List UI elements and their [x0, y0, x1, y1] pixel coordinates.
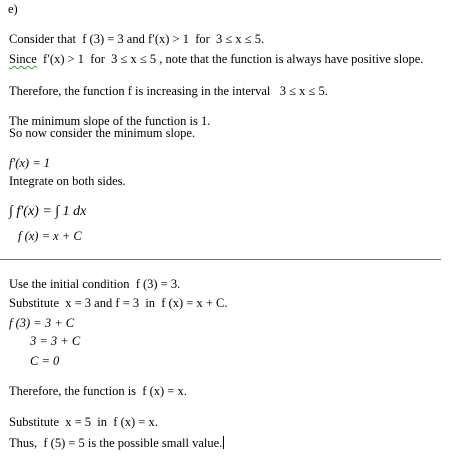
substitute-initial-line: Substitute x = 3 and f = 3 in f (x) = x + C.	[9, 296, 228, 310]
positive-slope-text: f′(x) > 1 for 3 ≤ x ≤ 5 , note that the function is always have positive slope.	[36, 52, 424, 66]
given-conditions-line: Consider that f (3) = 3 and f′(x) > 1 for 3 ≤ x ≤ 5.	[9, 32, 265, 46]
consider-minimum-line: So now consider the minimum slope.	[9, 126, 196, 140]
conclusion-line	[9, 436, 224, 450]
derivative-equation: f′(x) = 1	[9, 156, 51, 170]
part-label: e)	[8, 2, 18, 16]
general-solution: f (x) = x + C	[18, 229, 82, 243]
text-cursor	[223, 436, 224, 449]
integral-equation: ∫ f′(x) = ∫ 1 dx	[9, 204, 87, 219]
substitute-five-line: Substitute x = 5 in f (x) = x.	[9, 415, 158, 429]
minimum-slope-line: The minimum slope of the function is 1.	[9, 114, 211, 128]
simplified-equation: 3 = 3 + C	[30, 334, 81, 348]
constant-value: C = 0	[30, 354, 60, 368]
section-divider	[0, 259, 441, 260]
integrate-instruction: Integrate on both sides.	[9, 174, 126, 188]
substituted-equation: f (3) = 3 + C	[9, 316, 75, 330]
positive-slope-line	[9, 52, 423, 66]
increasing-interval-line: Therefore, the function f is increasing in the interval 3 ≤ x ≤ 5.	[9, 84, 328, 98]
initial-condition-line: Use the initial condition f (3) = 3.	[9, 277, 181, 291]
function-result-line: Therefore, the function is f (x) = x.	[9, 384, 187, 398]
spellcheck-word-since: Since	[9, 52, 37, 66]
conclusion-text: Thus, f (5) = 5 is the possible small value.	[9, 436, 223, 450]
